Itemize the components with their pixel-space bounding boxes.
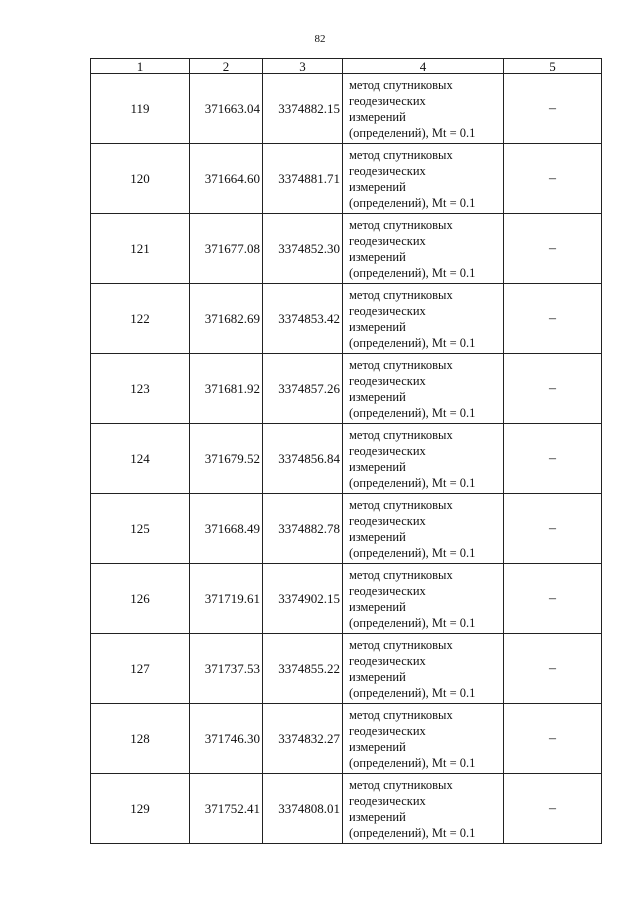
method-line: измерений: [349, 669, 406, 684]
point-number-cell: 122: [91, 284, 190, 354]
method-line: измерений: [349, 109, 406, 124]
note-cell: –: [504, 74, 602, 144]
table-row: [91, 704, 602, 774]
method-line: геодезических: [349, 723, 426, 738]
note-cell: –: [504, 704, 602, 774]
method-line: метод спутниковых: [349, 497, 453, 512]
point-number-cell: 126: [91, 564, 190, 634]
method-cell: [343, 214, 504, 284]
method-line: метод спутниковых: [349, 77, 453, 92]
x-coordinate-cell: 371682.69: [190, 284, 263, 354]
method-line: (определений), Mt = 0.1: [349, 335, 476, 350]
method-line: геодезических: [349, 583, 426, 598]
y-coordinate-cell: 3374832.27: [263, 704, 343, 774]
y-coordinate-cell: 3374856.84: [263, 424, 343, 494]
method-line: (определений), Mt = 0.1: [349, 825, 476, 840]
method-cell: [343, 564, 504, 634]
point-number-cell: 123: [91, 354, 190, 424]
note-cell: –: [504, 774, 602, 844]
table-row: [91, 74, 602, 144]
method-line: (определений), Mt = 0.1: [349, 125, 476, 140]
y-coordinate-cell: 3374882.15: [263, 74, 343, 144]
method-line: метод спутниковых: [349, 567, 453, 582]
y-coordinate-cell: 3374853.42: [263, 284, 343, 354]
note-cell: –: [504, 424, 602, 494]
method-line: метод спутниковых: [349, 287, 453, 302]
point-number-cell: 119: [91, 74, 190, 144]
x-coordinate-cell: 371677.08: [190, 214, 263, 284]
x-coordinate-cell: 371746.30: [190, 704, 263, 774]
method-cell: [343, 284, 504, 354]
y-coordinate-cell: 3374857.26: [263, 354, 343, 424]
method-line: (определений), Mt = 0.1: [349, 615, 476, 630]
x-coordinate-cell: 371663.04: [190, 74, 263, 144]
coordinates-table: [90, 58, 602, 844]
table-row: [91, 284, 602, 354]
y-coordinate-cell: 3374882.78: [263, 494, 343, 564]
x-coordinate-cell: 371668.49: [190, 494, 263, 564]
method-line: измерений: [349, 529, 406, 544]
header-col-1: 1: [91, 59, 190, 74]
x-coordinate-cell: 371664.60: [190, 144, 263, 214]
y-coordinate-cell: 3374852.30: [263, 214, 343, 284]
y-coordinate-cell: 3374808.01: [263, 774, 343, 844]
y-coordinate-cell: 3374902.15: [263, 564, 343, 634]
table-row: [91, 494, 602, 564]
method-line: метод спутниковых: [349, 217, 453, 232]
method-line: метод спутниковых: [349, 357, 453, 372]
method-line: метод спутниковых: [349, 707, 453, 722]
method-line: измерений: [349, 249, 406, 264]
header-col-3: 3: [263, 59, 343, 74]
method-line: геодезических: [349, 513, 426, 528]
method-line: метод спутниковых: [349, 147, 453, 162]
y-coordinate-cell: 3374881.71: [263, 144, 343, 214]
table-row: [91, 424, 602, 494]
x-coordinate-cell: 371681.92: [190, 354, 263, 424]
header-col-2: 2: [190, 59, 263, 74]
method-cell: [343, 354, 504, 424]
method-line: измерений: [349, 319, 406, 334]
table-row: [91, 774, 602, 844]
method-line: метод спутниковых: [349, 777, 453, 792]
method-line: измерений: [349, 809, 406, 824]
point-number-cell: 128: [91, 704, 190, 774]
note-cell: –: [504, 284, 602, 354]
method-line: измерений: [349, 739, 406, 754]
point-number-cell: 125: [91, 494, 190, 564]
method-line: измерений: [349, 179, 406, 194]
method-line: геодезических: [349, 93, 426, 108]
method-line: метод спутниковых: [349, 637, 453, 652]
x-coordinate-cell: 371679.52: [190, 424, 263, 494]
method-line: (определений), Mt = 0.1: [349, 685, 476, 700]
method-cell: [343, 704, 504, 774]
table-row: [91, 354, 602, 424]
method-line: геодезических: [349, 163, 426, 178]
method-line: метод спутниковых: [349, 427, 453, 442]
method-cell: [343, 424, 504, 494]
note-cell: –: [504, 634, 602, 704]
x-coordinate-cell: 371737.53: [190, 634, 263, 704]
note-cell: –: [504, 354, 602, 424]
method-line: геодезических: [349, 303, 426, 318]
method-line: (определений), Mt = 0.1: [349, 755, 476, 770]
x-coordinate-cell: 371719.61: [190, 564, 263, 634]
page-number: 82: [314, 33, 326, 45]
table-row: [91, 634, 602, 704]
method-line: геодезических: [349, 233, 426, 248]
note-cell: –: [504, 494, 602, 564]
method-cell: [343, 74, 504, 144]
method-line: геодезических: [349, 443, 426, 458]
note-cell: –: [504, 144, 602, 214]
header-row: [91, 59, 602, 74]
point-number-cell: 120: [91, 144, 190, 214]
x-coordinate-cell: 371752.41: [190, 774, 263, 844]
point-number-cell: 129: [91, 774, 190, 844]
method-line: (определений), Mt = 0.1: [349, 545, 476, 560]
point-number-cell: 124: [91, 424, 190, 494]
note-cell: –: [504, 214, 602, 284]
table-row: [91, 214, 602, 284]
method-cell: [343, 634, 504, 704]
method-line: измерений: [349, 389, 406, 404]
table-row: [91, 564, 602, 634]
method-cell: [343, 774, 504, 844]
table-row: [91, 144, 602, 214]
method-line: геодезических: [349, 373, 426, 388]
header-col-4: 4: [343, 59, 504, 74]
method-line: (определений), Mt = 0.1: [349, 475, 476, 490]
method-cell: [343, 494, 504, 564]
note-cell: –: [504, 564, 602, 634]
point-number-cell: 127: [91, 634, 190, 704]
method-line: (определений), Mt = 0.1: [349, 195, 476, 210]
method-cell: [343, 144, 504, 214]
method-line: геодезических: [349, 793, 426, 808]
method-line: (определений), Mt = 0.1: [349, 405, 476, 420]
method-line: измерений: [349, 459, 406, 474]
method-line: измерений: [349, 599, 406, 614]
method-line: геодезических: [349, 653, 426, 668]
point-number-cell: 121: [91, 214, 190, 284]
method-line: (определений), Mt = 0.1: [349, 265, 476, 280]
y-coordinate-cell: 3374855.22: [263, 634, 343, 704]
header-col-5: 5: [504, 59, 602, 74]
